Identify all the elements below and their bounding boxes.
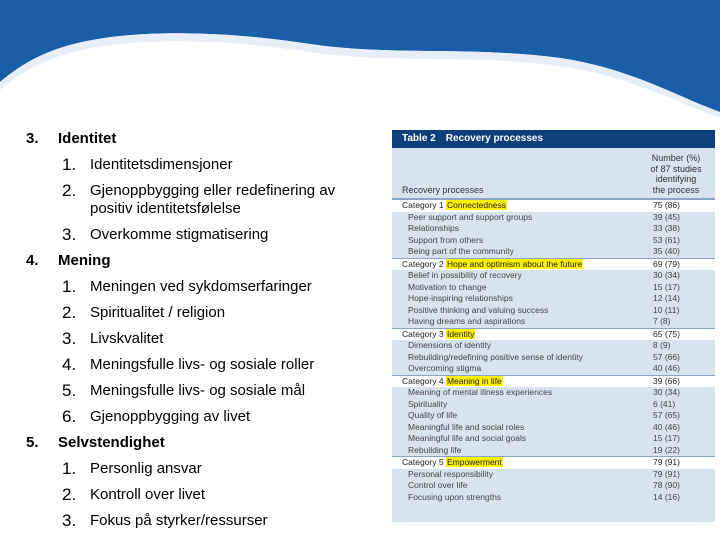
- outline-item: [26, 152, 386, 178]
- table-cell-count: 7 (8): [653, 316, 671, 327]
- table-row: [392, 246, 715, 258]
- table-cell-count: 40 (46): [653, 363, 680, 374]
- category-prefix: Category 3: [402, 328, 444, 339]
- table-category-row: [392, 328, 715, 341]
- table-row: [392, 422, 715, 434]
- table-cell-count: 39 (66): [653, 375, 680, 386]
- table-cell-count: 69 (79): [653, 258, 680, 269]
- table-row: [392, 282, 715, 294]
- table-cell-process: Rebuilding life: [408, 444, 462, 455]
- table-row: [392, 270, 715, 282]
- table-cell-count: 15 (17): [653, 281, 680, 292]
- table-row: [392, 340, 715, 352]
- table-number: Table 2: [402, 133, 436, 144]
- table-row: [392, 410, 715, 422]
- category-prefix: Category 5: [402, 457, 444, 468]
- outline-item-number: 2.: [62, 181, 77, 200]
- outline-item: [26, 300, 386, 326]
- table-cell-process: Positive thinking and valuing success: [408, 304, 549, 315]
- table-cell-process: [392, 200, 637, 212]
- table-cell-count: 14 (16): [653, 491, 680, 502]
- outline-item-number: 1.: [62, 459, 77, 478]
- outline-item-number: 1.: [62, 277, 77, 296]
- table-cell-process: [392, 457, 637, 469]
- table-category-row: [392, 199, 715, 212]
- table-cell-process: [392, 376, 637, 388]
- outline-item-text: Spiritualitet / religion: [90, 304, 226, 321]
- table-category-row: [392, 258, 715, 271]
- table-category-row: [392, 375, 715, 388]
- category-label-highlighted: Identity: [446, 328, 475, 339]
- category-label-highlighted: Hope and optimism about the future: [446, 258, 583, 269]
- outline-item-number: 5.: [62, 381, 77, 400]
- outline-item-number: 3.: [62, 511, 77, 530]
- table-cell-count: 79 (91): [653, 468, 680, 479]
- outline-item-number: 6.: [62, 407, 77, 426]
- outline-item: [26, 222, 386, 248]
- outline-item: [26, 378, 386, 404]
- table-cell-process: Peer support and support groups: [408, 211, 533, 222]
- table-body: [392, 199, 715, 503]
- outline-section-number: 4.: [26, 252, 39, 269]
- table-category-row: [392, 456, 715, 469]
- outline-item: [26, 178, 386, 222]
- table-cell-count: 30 (34): [653, 270, 680, 281]
- table-cell-process: Control over life: [408, 480, 468, 491]
- table-row: [392, 387, 715, 399]
- table-row: [392, 212, 715, 224]
- outline-item-number: 2.: [62, 485, 77, 504]
- outline-section: [26, 126, 386, 152]
- outline-item: [26, 352, 386, 378]
- table-cell-count: 12 (14): [653, 293, 680, 304]
- table-cell-count: 33 (38): [653, 223, 680, 234]
- outline-item-text: Fokus på styrker/ressurser: [90, 512, 268, 529]
- table-cell-count: 53 (61): [653, 234, 680, 245]
- table-title: Recovery processes: [445, 133, 544, 144]
- table-cell-process: Being part of the community: [408, 246, 514, 257]
- table-cell-count: 30 (34): [653, 387, 680, 398]
- recovery-processes-table: [392, 130, 715, 522]
- outline-item-number: 4.: [62, 355, 77, 374]
- category-label-highlighted: Empowerment: [446, 457, 502, 468]
- outline-item: [26, 508, 386, 534]
- table-row: [392, 445, 715, 457]
- outline-section-number: 5.: [26, 434, 39, 451]
- table-cell-count: 15 (17): [653, 433, 680, 444]
- outline-section-title: Identitet: [58, 130, 117, 147]
- outline-item-text: Meningen ved sykdomserfaringer: [90, 278, 312, 295]
- table-cell-count: 6 (41): [653, 398, 676, 409]
- category-label-highlighted: Meaning in life: [446, 375, 502, 386]
- table-cell-count: 75 (86): [653, 200, 680, 210]
- outline-item-text: Gjenoppbygging eller redefinering av positiv identitetsfølelse: [90, 182, 336, 217]
- table-row: [392, 305, 715, 317]
- table-cell-process: Meaning of mental illness experiences: [408, 387, 553, 398]
- column-header-count: Number (%) of 87 studies identifying the process: [650, 153, 702, 195]
- outline-item: [26, 482, 386, 508]
- table-cell-process: [392, 329, 637, 341]
- table-cell-process: Spirituality: [408, 398, 448, 409]
- table-cell-process: Belief in possibility of recovery: [408, 270, 522, 281]
- table-row: [392, 352, 715, 364]
- outline-item-text: Overkomme stigmatisering: [90, 226, 269, 243]
- outline-list: [26, 126, 386, 534]
- table-row: [392, 469, 715, 481]
- outline-section: [26, 248, 386, 274]
- category-prefix: Category 1: [402, 200, 444, 210]
- table-row: [392, 433, 715, 445]
- table-cell-count: 39 (45): [653, 211, 680, 222]
- outline-item-number: 3.: [62, 329, 77, 348]
- table-cell-process: Motivation to change: [408, 281, 487, 292]
- outline-item-number: 3.: [62, 225, 77, 244]
- table-row: [392, 235, 715, 247]
- table-cell-process: Focusing upon strengths: [408, 491, 502, 502]
- table-title-bar: [392, 130, 715, 148]
- outline-item: [26, 404, 386, 430]
- table-row: [392, 399, 715, 411]
- outline-item-text: Gjenoppbygging av livet: [90, 408, 251, 425]
- table-header: [392, 148, 715, 199]
- outline-item-text: Identitetsdimensjoner: [90, 156, 233, 173]
- outline-item: [26, 274, 386, 300]
- outline-item: [26, 326, 386, 352]
- table-row: [392, 363, 715, 375]
- table-cell-process: Having dreams and aspirations: [408, 316, 526, 327]
- table-cell-process: Dimensions of identity: [408, 340, 492, 351]
- table-cell-count: 79 (91): [653, 457, 680, 468]
- category-prefix: Category 2: [402, 258, 444, 269]
- outline-item-text: Meningsfulle livs- og sosiale roller: [90, 356, 315, 373]
- table-cell-count: 10 (11): [653, 304, 680, 315]
- table-row: [392, 492, 715, 504]
- outline-item-number: 1.: [62, 155, 77, 174]
- outline-section-number: 3.: [26, 130, 39, 147]
- table-row: [392, 293, 715, 305]
- outline-item-text: Personlig ansvar: [90, 460, 202, 477]
- table-cell-process: Overcoming stigma: [408, 363, 482, 374]
- outline-item-text: Meningsfulle livs- og sosiale mål: [90, 382, 306, 399]
- category-prefix: Category 4: [402, 375, 444, 386]
- table-row: [392, 223, 715, 235]
- outline-section: [26, 430, 386, 456]
- table-cell-process: Personal responsibility: [408, 468, 494, 479]
- table-row: [392, 316, 715, 328]
- table-cell-count: 57 (65): [653, 410, 680, 421]
- table-cell-count: 19 (22): [653, 444, 680, 455]
- table-cell-process: Rebuilding/redefining positive sense of identity: [408, 351, 583, 362]
- outline-item-number: 2.: [62, 303, 77, 322]
- table-cell-count: 35 (40): [653, 246, 680, 257]
- table-cell-count: 8 (9): [653, 340, 671, 351]
- category-label-highlighted: Connectedness: [446, 200, 507, 210]
- table-cell-count: 78 (90): [653, 480, 680, 491]
- table-cell-process: Hope-inspiring relationships: [408, 293, 513, 304]
- table-cell-count: 40 (46): [653, 421, 680, 432]
- table-row: [392, 480, 715, 492]
- outline-section-title: Mening: [58, 252, 111, 269]
- outline-item-text: Livskvalitet: [90, 330, 164, 347]
- outline-section-title: Selvstendighet: [58, 434, 165, 451]
- table-cell-count: 57 (66): [653, 351, 680, 362]
- table-cell-process: [392, 259, 637, 271]
- table-cell-process: Meaningful life and social goals: [408, 433, 527, 444]
- outline-item: [26, 456, 386, 482]
- column-header-processes: Recovery processes: [402, 185, 484, 195]
- table-cell-process: Quality of life: [408, 410, 458, 421]
- header-wave-decoration: [0, 0, 720, 130]
- outline-item-text: Kontroll over livet: [90, 486, 206, 503]
- table-cell-process: Meaningful life and social roles: [408, 421, 525, 432]
- table-cell-count: 65 (75): [653, 328, 680, 339]
- table-cell-process: Relationships: [408, 223, 460, 234]
- table-cell-process: Support from others: [408, 234, 484, 245]
